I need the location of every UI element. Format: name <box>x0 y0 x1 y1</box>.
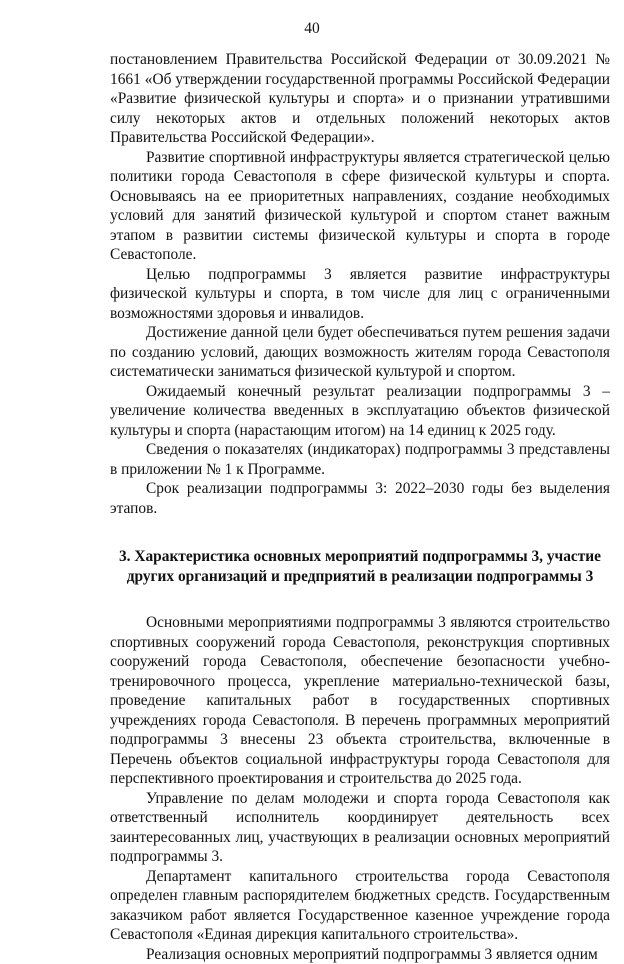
paragraph: Развитие спортивной инфраструктуры является стратегической целью политики города Севастополя в сфере физической культуры и спорта. Основываясь на ее приоритетных направлениях, создание необходимых условий для занятий физической культурой и спортом станет важным этапом в развитии системы физической культуры и спорта в городе Севастополе. <box>110 148 610 265</box>
paragraph: Сведения о показателях (индикаторах) подпрограммы 3 представлены в приложении № 1 к Программе. <box>110 440 610 479</box>
paragraph: Основными мероприятиями подпрограммы 3 являются строительство спортивных сооружений города Севастополя, реконструкция спортивных сооружений города Севастополя, обеспечение безопасности учебно-тренировочного процесса, укрепление материально-технической базы, проведение капитальных работ в государственных спортивных учреждениях города Севастополя. В перечень программных мероприятий подпрограммы 3 внесены 23 объекта строительства, включенные в Перечень объектов социальной инфраструктуры города Севастополя для перспективного проектирования и строительства до 2025 года. <box>110 613 610 789</box>
page-number: 40 <box>0 20 624 38</box>
paragraph: Достижение данной цели будет обеспечиваться путем решения задачи по созданию условий, дающих возможность жителям города Севастополя систематически заниматься физической культурой и спортом. <box>110 323 610 382</box>
paragraph: Управление по делам молодежи и спорта города Севастополя как ответственный исполнитель координирует деятельность всех заинтересованных лиц, участвующих в реализации основных мероприятий подпрограммы 3. <box>110 789 610 867</box>
paragraph: Реализация основных мероприятий подпрограммы 3 является одним <box>110 945 610 964</box>
section-heading: 3. Характеристика основных мероприятий подпрограммы 3, участие других организаций и предприятий в реализации подпрограммы 3 <box>110 547 610 586</box>
paragraph: Целью подпрограммы 3 является развитие инфраструктуры физической культуры и спорта, в том числе для лиц с ограниченными возможностями здоровья и инвалидов. <box>110 265 610 324</box>
document-body <box>110 50 610 964</box>
paragraph: Срок реализации подпрограммы 3: 2022–2030 годы без выделения этапов. <box>110 479 610 518</box>
paragraph-continuation: постановлением Правительства Российской Федерации от 30.09.2021 № 1661 «Об утверждении государственной программы Российской Федерации «Развитие физической культуры и спорта» и о признании утратившими силу некоторых актов и отдельных положений некоторых актов Правительства Российской Федерации». <box>110 50 610 148</box>
paragraph: Ожидаемый конечный результат реализации подпрограммы 3 – увеличение количества введенных в эксплуатацию объектов физической культуры и спорта (нарастающим итогом) на 14 единиц к 2025 году. <box>110 382 610 441</box>
paragraph: Департамент капитального строительства города Севастополя определен главным распорядителем бюджетных средств. Государственным заказчиком работ является Государственное казенное учреждение города Севастополя «Единая дирекция капитального строительства». <box>110 867 610 945</box>
